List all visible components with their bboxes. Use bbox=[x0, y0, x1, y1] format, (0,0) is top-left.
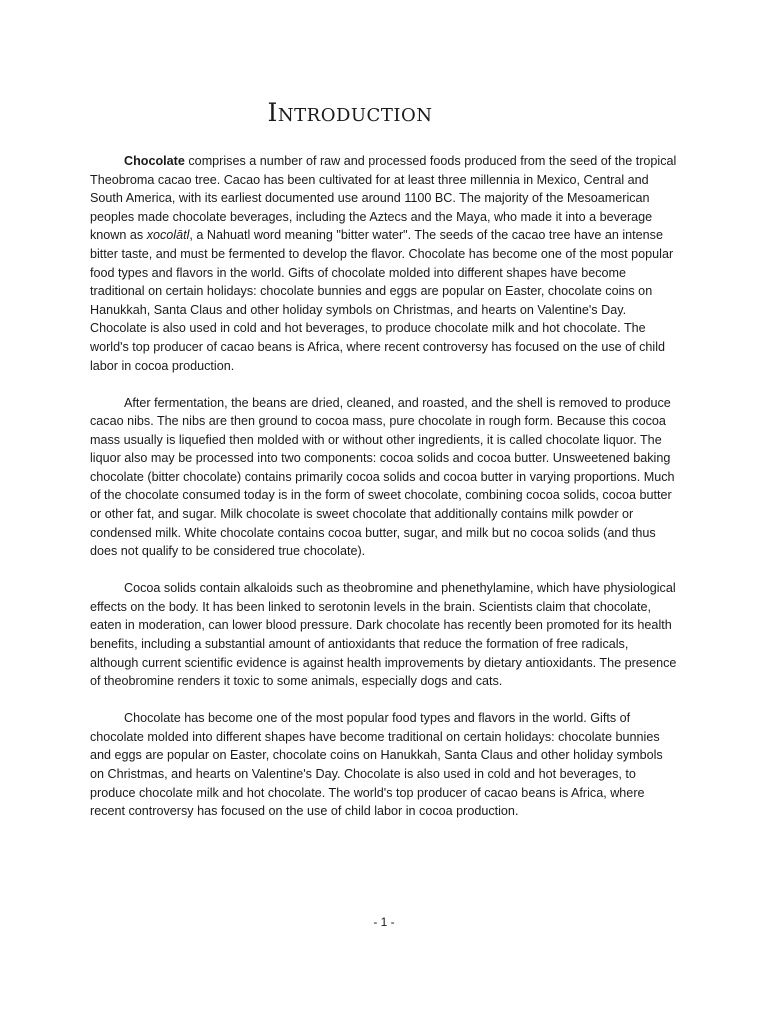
paragraph-1 bbox=[90, 152, 680, 375]
page-title: Introduction bbox=[267, 98, 433, 127]
page-number: - 1 - bbox=[373, 915, 395, 929]
paragraph-1-text-part-1: comprises a number of raw and processed foods produced from the seed of the tropical Theobroma cacao tree. Cacao has been cultivated for at least three millennia in Mexico, Central and South America, with its earliest documented use around 1100 BC. The majority of the Mesoamerican peoples made chocolate beverages, including the Aztecs and the Maya, who made it into a beverage known as bbox=[90, 154, 677, 243]
paragraph-2: After fermentation, the beans are dried, cleaned, and roasted, and the shell is removed to produce cacao nibs. The nibs are then ground to cocoa mass, pure chocolate in rough form. Because this cocoa mass usually is liquefied then molded with or without other ingredients, it is called chocolate liquor. The liquor also may be processed into two components: cocoa solids and cocoa butter. Unsweetened baking chocolate (bitter chocolate) contains primarily cocoa solids and cocoa butter in varying proportions. Much of the chocolate consumed today is in the form of sweet chocolate, combining cocoa solids, cocoa butter or other fat, and sugar. Milk chocolate is sweet chocolate that additionally contains milk powder or condensed milk. White chocolate contains cocoa butter, sugar, and milk but no cocoa solids (and thus does not qualify to be considered true chocolate). bbox=[90, 395, 675, 559]
paragraph-3: Cocoa solids contain alkaloids such as theobromine and phenethylamine, which have physiological effects on the body. It has been linked to serotonin levels in the brain. Scientists claim that chocolate, eaten in moderation, can lower blood pressure. Dark chocolate has recently been promoted for its health benefits, including a substantial amount of antioxidants that reduce the formation of free radicals, although current scientific evidence is against health improvements by dietary antioxidants. The presence of theobromine renders it toxic to some animals, especially dogs and cats. bbox=[90, 581, 677, 689]
paragraph-1-lead-term: Chocolate bbox=[124, 154, 185, 168]
document-body bbox=[90, 152, 680, 839]
paragraph-1-text-part-2: , a Nahuatl word meaning "bitter water". The seeds of the cacao tree have an intense bitter taste, and must be fermented to develop the flavor. Chocolate has become one of the most popular food types and flavors in the world. Gifts of chocolate molded into different shapes have become traditional on certain holidays: chocolate bunnies and eggs are popular on Easter, chocolate coins on Hanukkah, Santa Claus and other holiday symbols on Christmas, and hearts on Valentine's Day. Chocolate is also used in cold and hot beverages, to produce chocolate milk and hot chocolate. The world's top producer of cacao beans is Africa, where recent controversy has focused on the use of child labor in cocoa production. bbox=[90, 228, 674, 373]
paragraph-1-italic-term: xocolātl bbox=[146, 228, 190, 243]
paragraph-4: Chocolate has become one of the most popular food types and flavors in the world. Gifts of chocolate molded into different shapes have become traditional on certain holidays: chocolate bunnies and eggs are popular on Easter, chocolate coins on Hanukkah, Santa Claus and other holiday symbols on Christmas, and hearts on Valentine's Day. Chocolate is also used in cold and hot beverages, to produce chocolate milk and hot chocolate. The world's top producer of cacao beans is Africa, where recent controversy has focused on the use of child labor in cocoa production. bbox=[90, 711, 663, 819]
